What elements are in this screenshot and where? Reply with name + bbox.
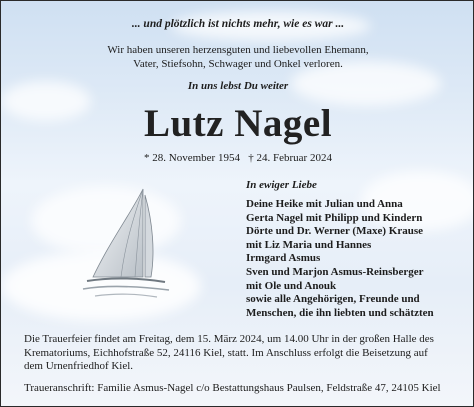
life-dates (1, 152, 474, 164)
ceremony-line: Krematoriums, Eichhofstraße 52, 24116 Kiel, statt. Im Anschluss erfolgt die Beisetzung auf (24, 346, 428, 359)
mourner-line: Irmgard Asmus (246, 252, 321, 265)
ceremony-line: dem Urnenfriedhof Kiel. (24, 360, 134, 373)
mourner-line: mit Ole und Anouk (246, 279, 337, 292)
intro-line: Wir haben unseren herzensguten und liebevollen Ehemann, (107, 44, 369, 56)
mourner-line: mit Liz Maria und Hannes (246, 238, 372, 251)
mourner-line: Deine Heike mit Julian und Anna (246, 198, 403, 210)
mourners-list (246, 198, 434, 320)
opening-quote: ... und plötzlich ist nichts mehr, wie es war ... (131, 18, 345, 30)
intro-line: Vater, Stiefsohn, Schwager und Onkel verloren. (133, 58, 343, 70)
mourner-line: sowie alle Angehörigen, Freunde und (246, 293, 420, 306)
mourning-address: Traueranschrift: Familie Asmus-Nagel c/o Bestattungshaus Paulsen, Feldstraße 47, 24105 Kiel (24, 382, 441, 394)
mourner-line: Dörte und Dr. Werner (Maxe) Krause (246, 225, 423, 238)
ceremony-info (24, 333, 434, 374)
intro-text (1, 43, 474, 71)
death-date: † 24. Februar 2024 (248, 152, 332, 164)
birth-date: * 28. November 1954 (144, 152, 240, 164)
ewig-label: In ewiger Liebe (246, 179, 317, 191)
mourner-line: Gerta Nagel mit Philipp und Kindern (246, 211, 423, 224)
deceased-name: Lutz Nagel (143, 102, 333, 145)
mourner-line: Sven und Marjon Asmus-Reinsberger (246, 265, 424, 278)
sailboat-icon (81, 183, 171, 301)
mourner-line: Menschen, die ihn liebten und schätzten (246, 306, 434, 319)
ceremony-line: Die Trauerfeier findet am Freitag, dem 15. März 2024, um 14.00 Uhr in der großen Halle des (24, 333, 434, 345)
motto: In uns lebst Du weiter (187, 80, 289, 92)
